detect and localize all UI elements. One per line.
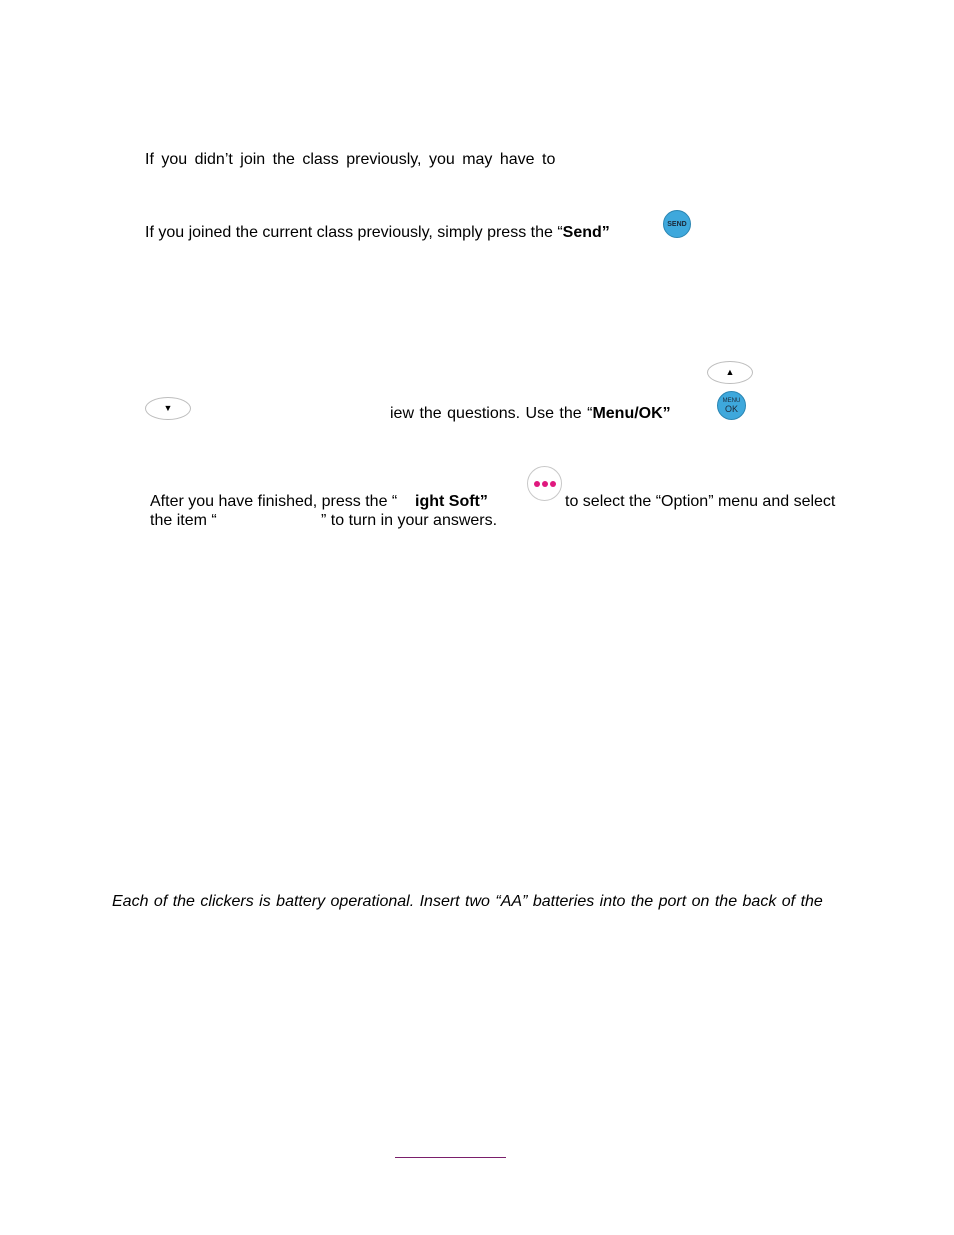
paragraph-finish-text-b: to select the “Option” menu and select (565, 493, 836, 510)
paragraph-finish-text-c: the item “ (150, 512, 217, 529)
down-arrow-key-icon (145, 397, 191, 420)
dot-icon (542, 481, 548, 487)
send-button-icon (663, 210, 691, 238)
up-arrow-key-icon (707, 361, 753, 384)
menu-ok-bold-label: Menu/OK” (592, 405, 671, 422)
paragraph-finish-text-d: ” to turn in your answers. (321, 512, 498, 529)
paragraph-view-questions (390, 404, 671, 423)
send-icon-label: SEND (667, 220, 687, 228)
paragraph-finish-text-a: After you have finished, press the “ (150, 493, 398, 510)
menu-ok-button-icon (717, 391, 746, 420)
menu-icon-label: MENU (722, 397, 741, 404)
paragraph-battery: Each of the clickers is battery operational. Insert two “AA” batteries into the port on the back of the (112, 893, 823, 910)
send-bold-label: Send” (562, 224, 610, 241)
up-arrow-glyph: ▲ (725, 367, 735, 377)
send-text: If you joined the current class previously, simply press the “ (145, 224, 563, 241)
right-soft-key-icon (527, 466, 562, 501)
view-questions-text: iew the questions. Use the “ (390, 405, 593, 422)
paragraph-join-class: If you didn’t join the class previously, you may have to (145, 151, 556, 168)
dot-icon (534, 481, 540, 487)
paragraph-send-instructions (145, 223, 610, 242)
right-soft-bold-label: ight Soft” (415, 493, 488, 510)
down-arrow-glyph: ▼ (163, 403, 173, 413)
dot-icon (550, 481, 556, 487)
link-underline[interactable] (395, 1157, 506, 1158)
ok-icon-label: OK (724, 403, 738, 414)
